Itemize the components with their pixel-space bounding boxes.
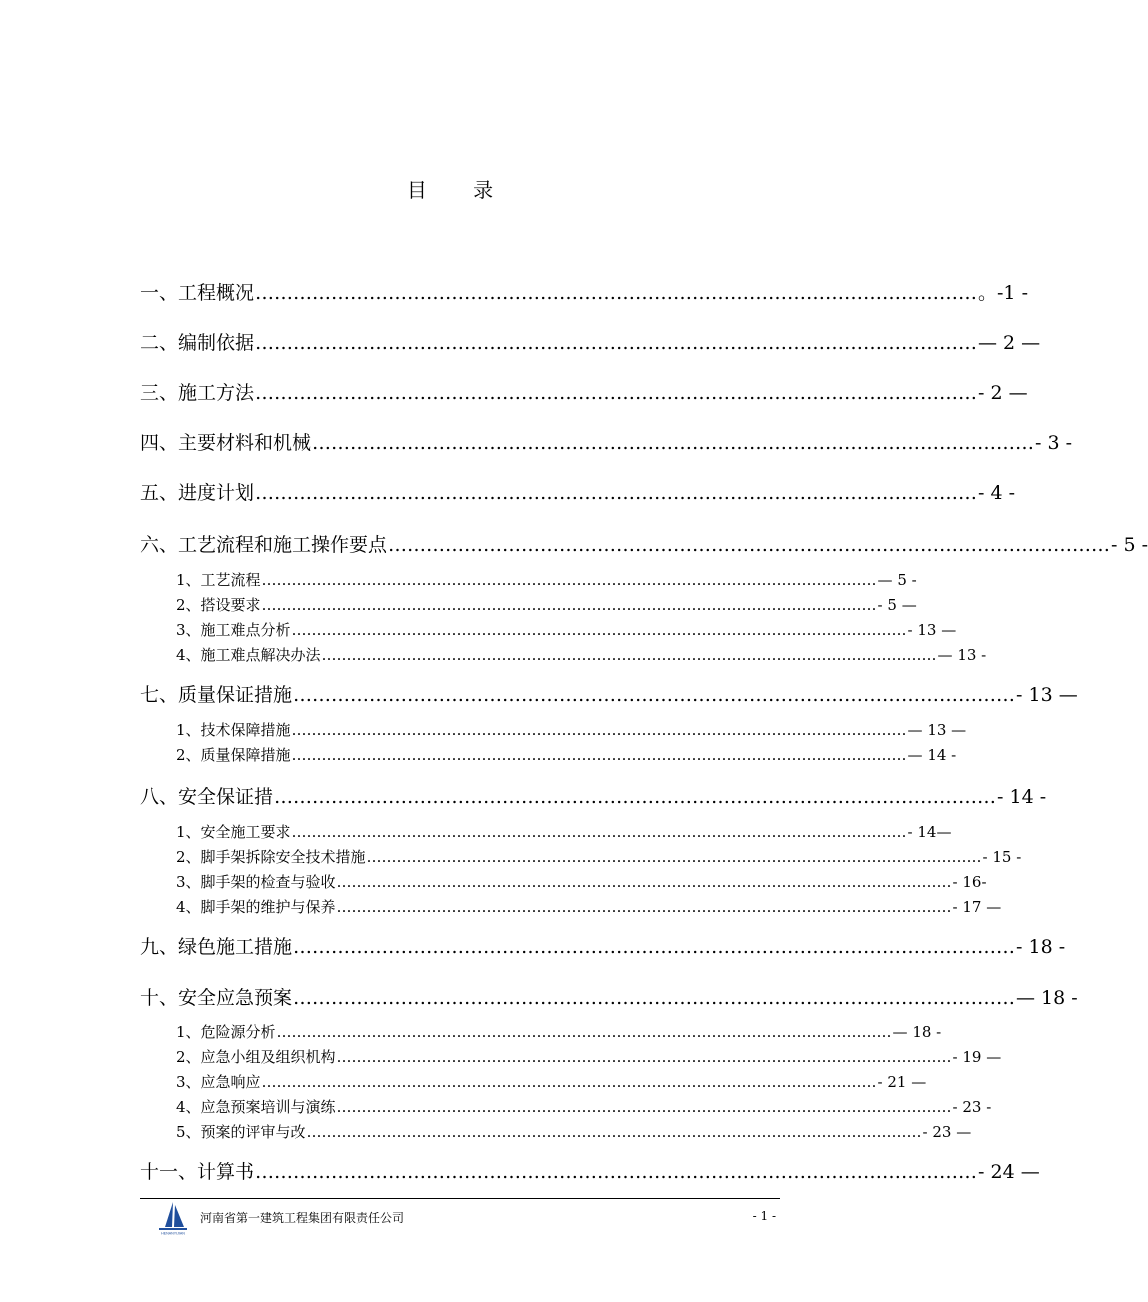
toc-entry-label: 1、工艺流程: [176, 571, 261, 589]
toc-leader-dots: ……………………………………………………………………………………………………: [274, 786, 997, 808]
toc-entry-label: 七、质量保证措施: [140, 684, 293, 706]
toc-leader-dots: ……………………………………………………………………………………………………………: [291, 621, 907, 639]
toc-entry-page: - 14 -: [997, 786, 1047, 808]
toc-entry-page: - 23 —: [922, 1123, 972, 1141]
toc-entry-page: - 14—: [907, 823, 952, 841]
footer-company-name: 河南省第一建筑工程集团有限责任公司: [200, 1211, 405, 1225]
toc-subentry-10-2[interactable]: [176, 1046, 1002, 1067]
toc-entry-page: - 5 -: [1111, 534, 1148, 556]
toc-leader-dots: ……………………………………………………………………………………………………………: [261, 571, 877, 589]
company-logo: [156, 1201, 190, 1235]
toc-subentry-6-3[interactable]: [176, 619, 957, 640]
toc-leader-dots: ……………………………………………………………………………………………………………: [366, 848, 982, 866]
toc-subentry-7-1[interactable]: [176, 719, 967, 740]
toc-entry-page: — 14 -: [907, 746, 957, 764]
toc-leader-dots: ……………………………………………………………………………………………………………: [336, 1098, 952, 1116]
toc-entry-label: 2、脚手架拆除安全技术措施: [176, 848, 366, 866]
toc-leader-dots: ……………………………………………………………………………………………………………: [336, 873, 952, 891]
toc-subentry-10-1[interactable]: [176, 1021, 942, 1042]
toc-subentry-6-4[interactable]: [176, 644, 987, 665]
toc-entry-label: 4、应急预案培训与演练: [176, 1098, 336, 1116]
toc-entry-9[interactable]: [140, 932, 1066, 959]
toc-entry-label: 九、绿色施工措施: [140, 936, 293, 958]
toc-leader-dots: ……………………………………………………………………………………………………………: [336, 898, 952, 916]
toc-leader-dots: ……………………………………………………………………………………………………………: [291, 823, 907, 841]
toc-entry-page: - 17 —: [952, 898, 1002, 916]
toc-title: 目 录: [406, 178, 514, 202]
toc-leader-dots: ……………………………………………………………………………………………………: [388, 534, 1111, 556]
toc-entry-label: 二、编制依据: [140, 332, 255, 354]
toc-leader-dots: ……………………………………………………………………………………………………………: [291, 746, 907, 764]
toc-subentry-10-4[interactable]: [176, 1096, 992, 1117]
toc-subentry-8-3[interactable]: [176, 871, 987, 892]
toc-entry-label: 1、技术保障措施: [176, 721, 291, 739]
toc-entry-page: — 13 -: [937, 646, 987, 664]
logo-sail-right: [174, 1205, 184, 1227]
toc-entry-label: 1、危险源分析: [176, 1023, 276, 1041]
toc-entry-3[interactable]: [140, 378, 1028, 405]
toc-entry-page: — 5 -: [877, 571, 917, 589]
toc-leader-dots: ……………………………………………………………………………………………………: [255, 1161, 978, 1183]
logo-text: HENANYIJIAN: [161, 1231, 185, 1236]
toc-entry-page: - 2 —: [978, 382, 1028, 404]
toc-entry-label: 3、应急响应: [176, 1073, 261, 1091]
toc-leader-dots: ……………………………………………………………………………………………………………: [276, 1023, 892, 1041]
toc-entry-page: - 21 —: [877, 1073, 927, 1091]
toc-subentry-10-5[interactable]: [176, 1121, 972, 1142]
toc-entry-page: 。-1 -: [978, 282, 1028, 304]
toc-entry-page: — 18 -: [892, 1023, 942, 1041]
toc-entry-4[interactable]: [140, 428, 1073, 455]
toc-entry-6[interactable]: [140, 530, 1148, 557]
toc-entry-label: 3、脚手架的检查与验收: [176, 873, 336, 891]
toc-entry-page: - 4 -: [978, 482, 1016, 504]
toc-subentry-8-4[interactable]: [176, 896, 1002, 917]
toc-entry-label: 五、进度计划: [140, 482, 255, 504]
toc-leader-dots: ……………………………………………………………………………………………………………: [261, 1073, 877, 1091]
toc-entry-page: - 5 —: [877, 596, 917, 614]
toc-entry-label: 4、脚手架的维护与保养: [176, 898, 336, 916]
toc-entry-label: 3、施工难点分析: [176, 621, 291, 639]
logo-sail-left: [165, 1202, 173, 1227]
toc-entry-page: - 15 -: [982, 848, 1022, 866]
toc-subentry-6-1[interactable]: [176, 569, 917, 590]
toc-leader-dots: ……………………………………………………………………………………………………: [293, 987, 1016, 1009]
toc-leader-dots: ……………………………………………………………………………………………………: [255, 332, 978, 354]
toc-entry-label: 5、预案的评审与改: [176, 1123, 306, 1141]
toc-subentry-6-2[interactable]: [176, 594, 917, 615]
toc-entry-label: 六、工艺流程和施工操作要点: [140, 534, 388, 556]
toc-leader-dots: ……………………………………………………………………………………………………………: [306, 1123, 922, 1141]
toc-entry-page: - 23 -: [952, 1098, 992, 1116]
toc-entry-5[interactable]: [140, 478, 1016, 505]
toc-entry-page: — 13 —: [907, 721, 967, 739]
toc-entry-10[interactable]: [140, 983, 1078, 1010]
toc-entry-label: 十一、计算书: [140, 1161, 255, 1183]
toc-entry-label: 三、施工方法: [140, 382, 255, 404]
toc-leader-dots: ……………………………………………………………………………………………………: [255, 282, 978, 304]
toc-leader-dots: ……………………………………………………………………………………………………………: [261, 596, 877, 614]
toc-subentry-7-2[interactable]: [176, 744, 957, 765]
toc-entry-label: 2、应急小组及组织机构: [176, 1048, 336, 1066]
toc-subentry-8-2[interactable]: [176, 846, 1022, 867]
logo-base: [159, 1228, 187, 1230]
toc-leader-dots: ……………………………………………………………………………………………………: [293, 936, 1016, 958]
toc-leader-dots: ……………………………………………………………………………………………………: [312, 432, 1035, 454]
toc-entry-label: 2、搭设要求: [176, 596, 261, 614]
toc-entry-page: - 18 -: [1016, 936, 1066, 958]
toc-leader-dots: ……………………………………………………………………………………………………………: [291, 721, 907, 739]
toc-entry-page: - 13 —: [907, 621, 957, 639]
footer-page-number: - 1 -: [752, 1209, 776, 1223]
toc-entry-page: — 2 —: [978, 332, 1041, 354]
footer-divider: [140, 1198, 780, 1199]
toc-entry-page: - 13 —: [1016, 684, 1078, 706]
toc-entry-label: 一、工程概况: [140, 282, 255, 304]
toc-entry-label: 十、安全应急预案: [140, 987, 293, 1009]
toc-entry-8[interactable]: [140, 782, 1047, 809]
toc-leader-dots: ……………………………………………………………………………………………………………: [336, 1048, 952, 1066]
toc-leader-dots: ……………………………………………………………………………………………………: [255, 382, 978, 404]
toc-leader-dots: ……………………………………………………………………………………………………: [293, 684, 1016, 706]
toc-entry-label: 四、主要材料和机械: [140, 432, 312, 454]
toc-entry-page: - 24 —: [978, 1161, 1040, 1183]
toc-leader-dots: ……………………………………………………………………………………………………: [255, 482, 978, 504]
toc-leader-dots: ……………………………………………………………………………………………………………: [321, 646, 937, 664]
toc-entry-page: - 19 —: [952, 1048, 1002, 1066]
toc-subentry-10-3[interactable]: [176, 1071, 927, 1092]
toc-subentry-8-1[interactable]: [176, 821, 952, 842]
toc-entry-11[interactable]: [140, 1157, 1040, 1184]
toc-entry-page: - 16-: [952, 873, 987, 891]
toc-entry-2[interactable]: [140, 328, 1041, 355]
toc-entry-page: - 3 -: [1035, 432, 1073, 454]
toc-entry-label: 八、安全保证措: [140, 786, 274, 808]
toc-entry-page: — 18 -: [1016, 987, 1078, 1009]
toc-entry-7[interactable]: [140, 680, 1078, 707]
toc-entry-1[interactable]: [140, 278, 1028, 305]
toc-entry-label: 4、施工难点解决办法: [176, 646, 321, 664]
toc-entry-label: 1、安全施工要求: [176, 823, 291, 841]
toc-entry-label: 2、质量保障措施: [176, 746, 291, 764]
